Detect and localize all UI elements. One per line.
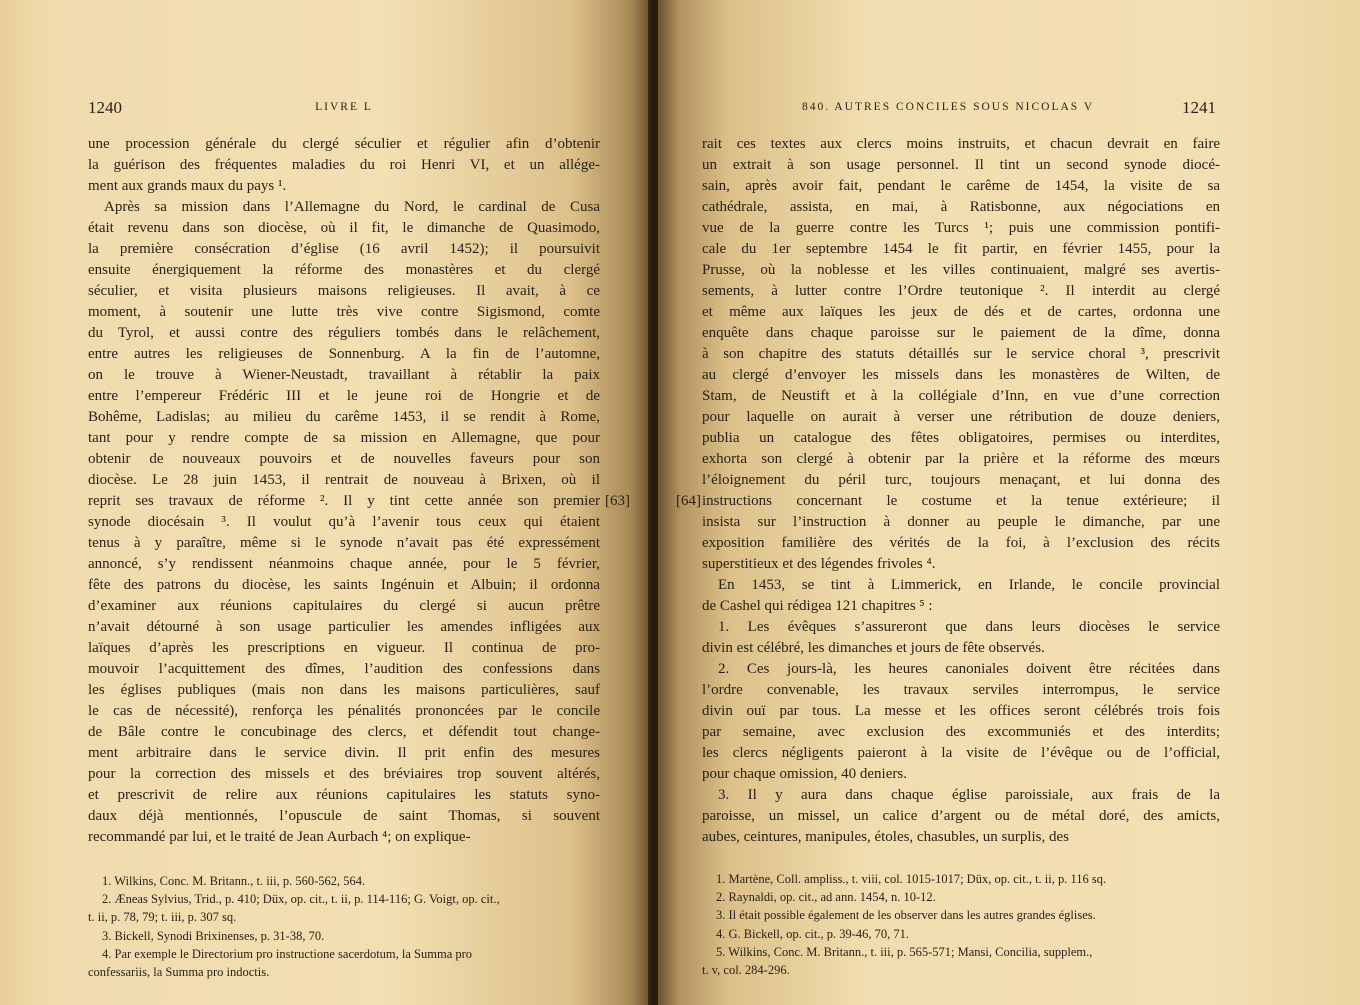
text-line: du Tyrol, et aussi contre des réguliers tombés dans le relâchement, (88, 325, 600, 341)
footnote-line: 5. Wilkins, Conc. M. Britann., t. iii, p. 565-571; Mansi, Concilia, supplem., (716, 944, 1093, 959)
text-line: divin est célébré, les dimanches et jours de fête observés. (702, 640, 1045, 656)
right-footnotes (702, 870, 1222, 979)
left-footnotes (88, 872, 602, 981)
text-line: entre autres les religieuses de Sonnenburg. A la fin de l’automne, (88, 346, 600, 362)
footnote-line: 1. Wilkins, Conc. M. Britann., t. iii, p. 560-562, 564. (102, 874, 366, 888)
text-line: publia un catalogue des fêtes obligatoires, permises ou interdites, (702, 430, 1220, 446)
text-line: vue de la guerre contre les Turcs ¹; puis une commission pontifi- (702, 220, 1220, 236)
text-line: laïques d’après les prescriptions en vigueur. Il continua de pro- (88, 640, 600, 656)
text-line: cathédrale, assista, en mai, à Ratisbonne, aux négociations en (702, 199, 1220, 215)
text-line: enquête dans chaque paroisse sur le paiement de la dîme, donna (702, 325, 1220, 341)
text-line: une procession générale du clergé séculier et régulier afin d’obtenir (88, 136, 600, 152)
text-line: les églises publiques (mais non dans les maisons particulières, sauf (88, 682, 600, 698)
text-line: superstitieux et des légendes frivoles ⁴. (702, 556, 936, 572)
text-line: exhorta son clergé à obtenir par la prière et la réforme des mœurs (702, 451, 1220, 467)
text-line: instructions concernant le costume et la tenue extérieure; il (702, 493, 1220, 509)
text-line: tenus à y paraître, même si le synode n’avait pas été expressément (88, 535, 600, 551)
footnote-line: 4. Par exemple le Directorium pro instructione sacerdotum, la Summa pro (102, 946, 473, 961)
text-line: sain, après avoir fait, pendant le carême de 1454, la visite de sa (702, 178, 1220, 194)
text-line: à son chapitre des statuts détaillés sur le service choral ³, prescrivit (702, 346, 1220, 362)
text-line: reprit ses travaux de réforme ². Il y tint cette année son premier (88, 493, 600, 509)
text-line: recommandé par lui, et le traité de Jean Aurbach ⁴; on explique- (88, 829, 471, 845)
footnote-line: 2. Æneas Sylvius, Trid., p. 410; Düx, op. cit., t. ii, p. 114-116; G. Voigt, op. cit., (102, 892, 500, 907)
right-page-header (702, 98, 1216, 120)
text-line: 3. Il y aura dans chaque église paroissiale, aux frais de la (718, 787, 1220, 803)
text-line: Prusse, où la noblesse et les villes continuaient, malgré ses avertis- (702, 262, 1220, 278)
text-line: ment arbitraire dans le service divin. Il prit enfin des mesures (88, 745, 600, 761)
text-line: divin ouï par tous. La messe et les offices seront célébrés trois fois (702, 703, 1220, 719)
text-line: de Bâle contre le concubinage des clercs, et défendit tout change- (88, 724, 600, 740)
text-line: Après sa mission dans l’Allemagne du Nord, le cardinal de Cusa (104, 199, 600, 215)
text-line: pour laquelle on aurait à verser une rétribution de douze deniers, (702, 409, 1220, 425)
left-page (0, 0, 650, 1005)
right-running-title: 840. AUTRES CONCILES SOUS NICOLAS V (802, 101, 1095, 113)
text-line: mouvoir l’acquittement des dîmes, l’audition des confessions dans (88, 661, 600, 677)
text-line: et prescrivit de relire aux réunions capitulaires les statuts syno- (88, 787, 600, 803)
text-line: moment, à soutenir une lutte très vive contre Sigismond, comte (88, 304, 600, 320)
text-line: 2. Ces jours-là, les heures canoniales doivent être récitées dans (718, 661, 1220, 677)
text-line: l’éloignement du péril turc, toujours menaçant, et lui donna des (702, 472, 1220, 488)
footnote-line: t. ii, p. 78, 79; t. iii, p. 307 sq. (88, 910, 237, 925)
text-line: rait ces textes aux clercs moins instruits, et chacun devrait en faire (702, 136, 1220, 152)
right-page (658, 0, 1360, 1005)
text-line: les clercs négligents paieront à la visite de l’évêque ou de l’official, (702, 745, 1220, 761)
left-body-text (88, 134, 600, 848)
left-margin-marker: [63] (605, 493, 630, 509)
text-line: cale du 1er septembre 1454 le fit partir, en février 1455, pour la (702, 241, 1220, 257)
text-line: la guérison des fréquentes maladies du roi Henri VI, et un allége- (88, 157, 600, 173)
text-line: séculier, et visita plusieurs maisons religieuses. Il avait, à ce (88, 283, 600, 299)
footnote-line: confessariis, la Summa pro indoctis. (88, 964, 270, 979)
footnote-line: 3. Il était possible également de les observer dans les autres grandes églises. (716, 908, 1096, 923)
footnote-line: 4. G. Bickell, op. cit., p. 39-46, 70, 71. (716, 926, 910, 941)
text-line: par semaine, avec exclusion des excommuniés et des interdits; (702, 724, 1220, 740)
text-line: insista sur l’instruction à donner au peuple le dimanche, par une (702, 514, 1220, 530)
left-page-header (88, 98, 600, 120)
text-line: la première consécration d’église (16 avril 1452); il poursuivit (88, 241, 600, 257)
footnote-line: 1. Martène, Coll. ampliss., t. viii, col. 1015-1017; Düx, op. cit., t. ii, p. 116 sq. (716, 872, 1107, 886)
text-line: fête des patrons du diocèse, les saints Ingénuin et Albuin; il ordonna (88, 577, 600, 593)
text-line: tant pour y rendre compte de sa mission en Allemagne, que pour (88, 430, 600, 446)
text-line: n’avait détourné à son usage particulier les amendes infligées aux (88, 619, 600, 635)
text-line: le cas de nécessité), renforça les pénalités prononcées par le concile (88, 703, 600, 719)
text-line: Bohême, Ladislas; au milieu du carême 1453, il se rendit à Rome, (88, 409, 600, 425)
text-line: aubes, ceintures, manipules, étoles, chasubles, un surplis, des (702, 829, 1070, 845)
text-line: obtenir de nouveaux pouvoirs et de nouvelles faveurs pour son (88, 451, 600, 467)
text-line: diocèse. Le 28 juin 1453, il rentrait de nouveau à Brixen, où il (88, 472, 600, 488)
footnote-line: 2. Raynaldi, op. cit., ad ann. 1454, n. 10-12. (716, 890, 936, 905)
footnote-line: t. v, col. 284-296. (702, 962, 790, 977)
text-line: ensuite énergiquement la réforme des monastères et du clergé (88, 262, 600, 278)
text-line: ment aux grands maux du pays ¹. (88, 178, 287, 194)
text-line: daux déjà mentionnés, l’opuscule de saint Thomas, si souvent (88, 808, 600, 824)
footnote-line: 3. Bickell, Synodi Brixinenses, p. 31-38, 70. (102, 928, 325, 943)
text-line: pour la correction des missels et des bréviaires trop souvent altérés, (88, 766, 600, 782)
text-line: synode diocésain ³. Il voulut qu’à l’avenir tous ceux qui étaient (88, 514, 600, 530)
text-line: sements, à lutter contre l’Ordre teutonique ². Il interdit au clergé (702, 283, 1220, 299)
left-page-number: 1240 (88, 98, 122, 117)
text-line: Stam, de Neustift et à la collégiale d’Inn, en vue d’une correction (702, 388, 1220, 404)
text-line: exposition familière des vérités de la foi, à l’exclusion des récits (702, 535, 1220, 551)
right-margin-marker: [64] (676, 493, 701, 509)
text-line: au clergé d’envoyer les missels dans les monastères de Wilten, de (702, 367, 1220, 383)
text-line: l’ordre convenable, les travaux serviles interrompus, le service (702, 682, 1220, 698)
text-line: pour chaque omission, 40 deniers. (702, 766, 907, 782)
text-line: d’examiner aux réunions capitulaires du clergé si aucun prêtre (88, 598, 600, 614)
left-running-title: LIVRE L (315, 101, 373, 113)
text-line: on le trouve à Wiener-Neustadt, travaillant à rétablir la paix (88, 367, 600, 383)
text-line: paroisse, un missel, un calice d’argent ou de métal doré, des amicts, (702, 808, 1220, 824)
text-line: de Cashel qui rédigea 121 chapitres ⁵ : (702, 598, 933, 614)
text-line: entre l’empereur Frédéric III et le jeune roi de Hongrie et de (88, 388, 600, 404)
right-body-text (702, 134, 1220, 848)
text-line: et même aux laïques les jeux de dés et de cartes, ordonna une (702, 304, 1220, 320)
right-page-number: 1241 (1182, 98, 1216, 117)
text-line: était revenu dans son diocèse, où il fit, le dimanche de Quasimodo, (88, 220, 600, 236)
text-line: 1. Les évêques s’assureront que dans leurs diocèses le service (718, 619, 1220, 635)
text-line: un extrait à son usage personnel. Il tint un second synode diocé- (702, 157, 1220, 173)
text-line: annoncé, s’y rendissent néanmoins chaque année, pour le 5 février, (88, 556, 600, 572)
text-line: En 1453, se tint à Limmerick, en Irlande, le concile provincial (718, 577, 1220, 593)
